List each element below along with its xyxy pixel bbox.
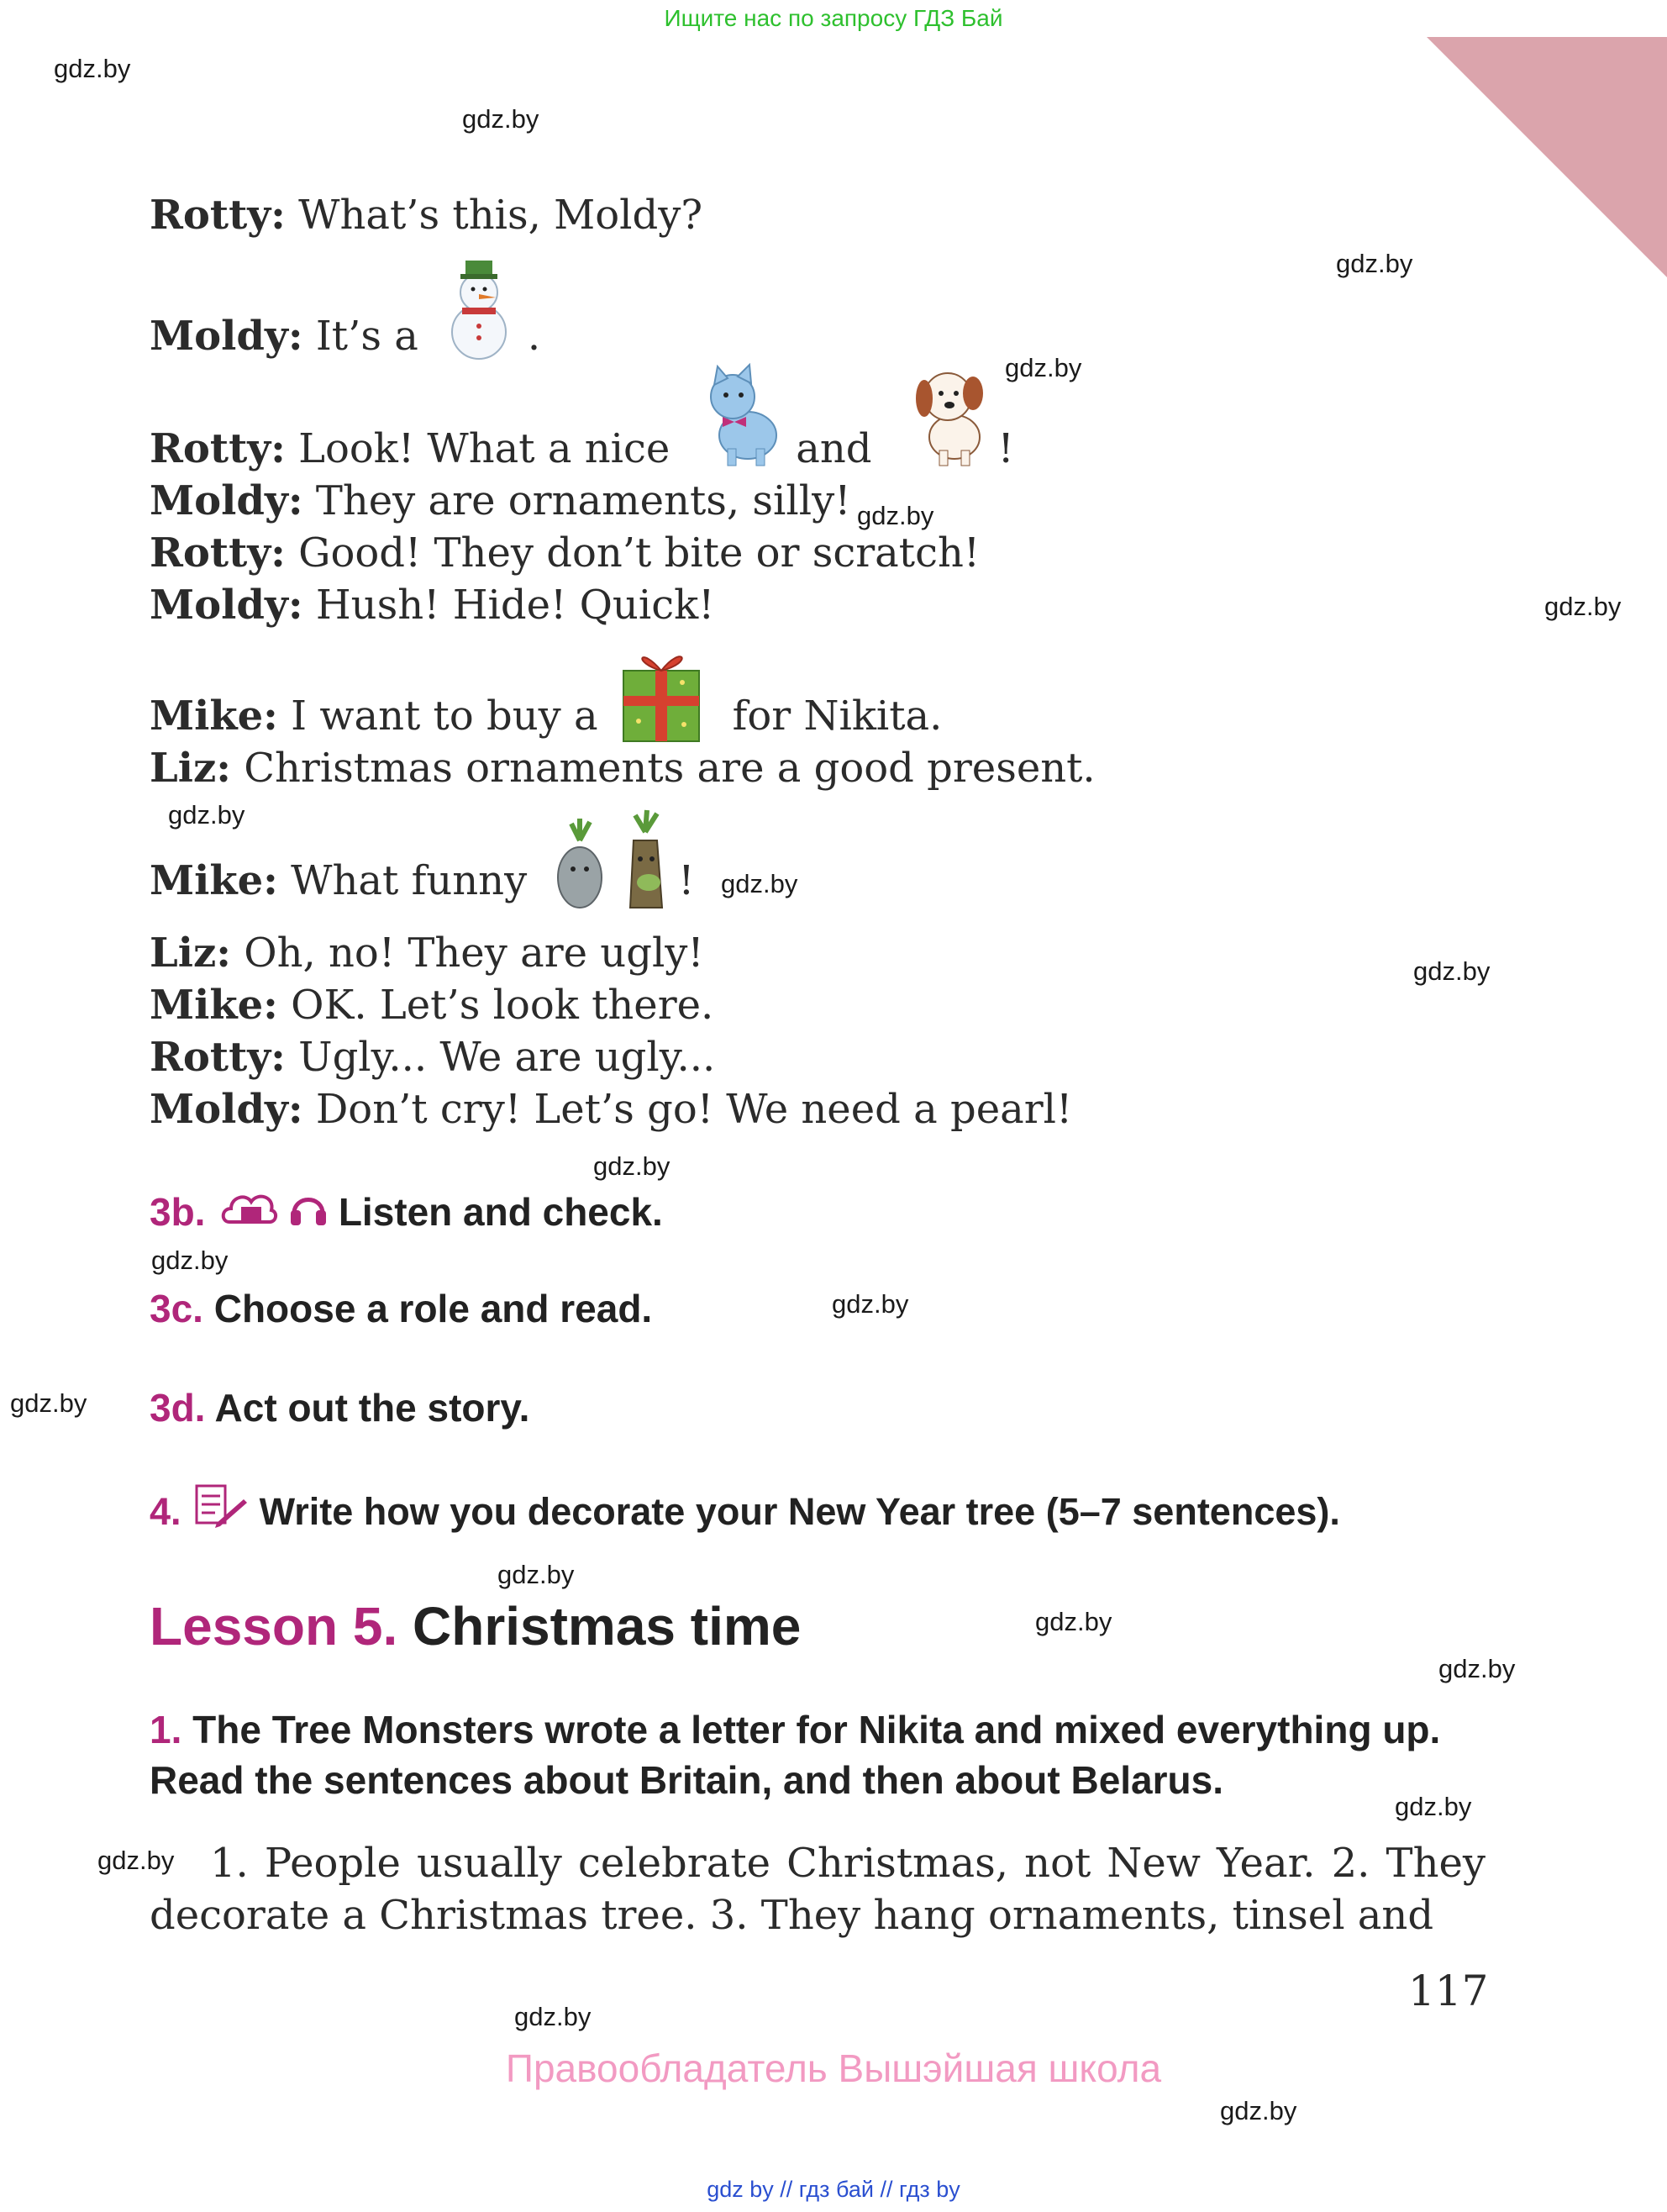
watermark: gdz.by xyxy=(1005,353,1082,382)
watermark: gdz.by xyxy=(1413,956,1491,986)
dialogue-line xyxy=(150,1086,1072,1133)
exercise-3c xyxy=(150,1286,652,1331)
line-mid: and xyxy=(796,425,872,472)
cat-ornament-picture xyxy=(697,361,790,471)
watermark: gdz.by xyxy=(54,54,131,83)
page-corner-decoration xyxy=(1427,37,1667,277)
headphones-icon xyxy=(289,1188,328,1229)
body-paragraph: 1. People usually celebrate Christmas, not New Year. 2. They decorate a Christmas tree. 3. They hang ornaments, tinsel and xyxy=(150,1840,1486,1939)
line-end: ! xyxy=(678,857,695,904)
line-end: for Nikita. xyxy=(732,693,943,740)
gift-box-picture xyxy=(615,637,707,746)
dialogue-line xyxy=(150,982,713,1029)
footer-links[interactable]: gdz by // гдз бай // гдз by xyxy=(707,2177,960,2202)
page-number: 117 xyxy=(1408,1967,1489,2015)
speaker: Liz: xyxy=(150,930,231,977)
speaker: Rotty: xyxy=(150,425,286,472)
line-end: . xyxy=(527,313,541,360)
line-text: Ugly... We are ugly... xyxy=(285,1034,716,1081)
watermark: gdz.by xyxy=(97,1846,175,1875)
line-text: What’s this, Moldy? xyxy=(285,192,703,239)
dialogue-line xyxy=(150,477,851,524)
speaker: Moldy: xyxy=(150,313,303,360)
line-text: Don’t cry! Let’s go! We need a pearl! xyxy=(302,1086,1073,1133)
watermark: gdz.by xyxy=(857,501,934,530)
exercise-number: 3d. xyxy=(150,1386,206,1430)
watermark: gdz.by xyxy=(497,1560,575,1589)
speaker: Moldy: xyxy=(150,477,303,524)
watermark: gdz.by xyxy=(1220,2096,1297,2125)
dialogue-line xyxy=(150,693,942,740)
watermark: gdz.by xyxy=(151,1246,229,1275)
lesson-number: Lesson 5. xyxy=(150,1596,398,1656)
watermark: gdz.by xyxy=(1544,592,1622,621)
line-text: Good! They don’t bite or scratch! xyxy=(285,529,981,577)
exercise-number: 3c. xyxy=(150,1287,203,1330)
speaker: Moldy: xyxy=(150,582,303,629)
tree-monster-ornaments-picture xyxy=(546,807,689,924)
exercise-3b xyxy=(150,1188,663,1235)
speaker: Mike: xyxy=(150,693,278,740)
watermark: gdz.by xyxy=(168,800,245,830)
exercise-text: Act out the story. xyxy=(205,1386,530,1430)
watermark: gdz.by xyxy=(593,1151,670,1181)
watermark: gdz.by xyxy=(721,869,798,898)
exercise-text: Listen and check. xyxy=(338,1190,663,1234)
line-text: I want to buy a xyxy=(277,693,598,740)
exercise-text: Write how you decorate your New Year tree (5–7 sentences). xyxy=(259,1490,1340,1533)
line-text: It’s a xyxy=(302,313,418,360)
line-text: What funny xyxy=(277,857,528,904)
exercise-4 xyxy=(150,1483,1340,1534)
exercise-number: 1. xyxy=(150,1708,182,1751)
pencil-notebook-icon xyxy=(192,1483,249,1530)
exercise-number: 4. xyxy=(150,1490,181,1533)
speaker: Liz: xyxy=(150,745,231,792)
line-end: ! xyxy=(997,425,1014,472)
dialogue-line xyxy=(150,582,714,629)
exercise-3d xyxy=(150,1385,529,1430)
line-text: Oh, no! They are ugly! xyxy=(230,930,704,977)
watermark: gdz.by xyxy=(1438,1654,1516,1683)
exercise-number: 3b. xyxy=(150,1190,206,1234)
cloud-folder-icon xyxy=(221,1188,278,1229)
dog-ornament-picture xyxy=(906,360,998,469)
watermark: gdz.by xyxy=(1336,249,1413,278)
line-text: Look! What a nice xyxy=(285,425,670,472)
top-banner[interactable]: Ищите нас по запросу ГДЗ Бай xyxy=(664,5,1003,31)
line-text: OK. Let’s look there. xyxy=(277,982,714,1029)
dialogue-line xyxy=(150,192,702,239)
line-text: They are ornaments, silly! xyxy=(302,477,851,524)
dialogue-line xyxy=(150,745,1096,792)
dialogue-line xyxy=(150,425,1014,472)
snowman-picture xyxy=(437,252,521,361)
line-text: Hush! Hide! Quick! xyxy=(302,582,715,629)
lesson-title xyxy=(150,1595,801,1657)
watermark: gdz.by xyxy=(514,2002,592,2031)
watermark: gdz.by xyxy=(10,1388,87,1418)
speaker: Rotty: xyxy=(150,529,286,577)
dialogue-line xyxy=(150,930,704,977)
watermark: gdz.by xyxy=(462,104,539,134)
lesson-name: Christmas time xyxy=(397,1596,802,1656)
speaker: Mike: xyxy=(150,982,278,1029)
speaker: Rotty: xyxy=(150,192,286,239)
exercise-text: The Tree Monsters wrote a letter for Nikita and mixed everything up. Read the sentences about Britain, and then about Belarus. xyxy=(150,1708,1441,1802)
dialogue-line xyxy=(150,529,980,577)
exercise-text: Choose a role and read. xyxy=(202,1287,653,1330)
dialogue-line xyxy=(150,1034,715,1081)
speaker: Rotty: xyxy=(150,1034,286,1081)
exercise-1 xyxy=(150,1704,1511,1805)
line-text: Christmas ornaments are a good present. xyxy=(230,745,1096,792)
watermark: gdz.by xyxy=(1035,1607,1112,1636)
watermark: gdz.by xyxy=(832,1289,909,1319)
copyright-owner: Правообладатель Вышэйшая школа xyxy=(505,2046,1162,2090)
watermark: gdz.by xyxy=(1395,1792,1472,1821)
speaker: Moldy: xyxy=(150,1086,303,1133)
speaker: Mike: xyxy=(150,857,278,904)
